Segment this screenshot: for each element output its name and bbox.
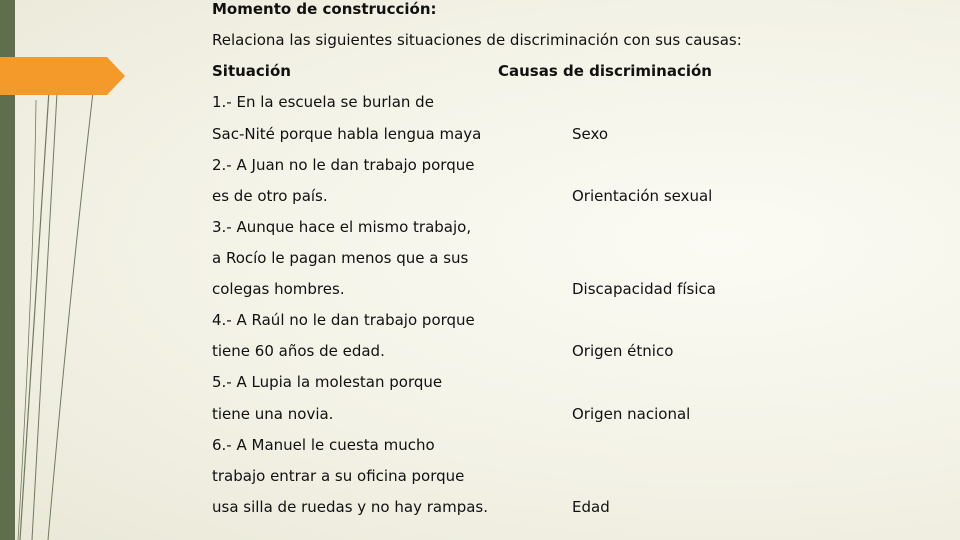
situation-line: Sac-Nité porque habla lengua maya <box>212 125 482 143</box>
page-title: Momento de construcción: <box>212 0 437 18</box>
cause-item: Discapacidad física <box>572 280 716 298</box>
situation-line: 2.- A Juan no le dan trabajo porque <box>212 156 475 174</box>
situation-line: usa silla de ruedas y no hay rampas. <box>212 498 488 516</box>
situation-line: 1.- En la escuela se burlan de <box>212 93 434 111</box>
cause-item: Sexo <box>572 125 609 143</box>
situation-line: trabajo entrar a su oficina porque <box>212 467 465 485</box>
causes-column-header: Causas de discriminación <box>498 62 712 80</box>
situation-line: tiene una novia. <box>212 405 334 423</box>
cause-item: Origen nacional <box>572 405 691 423</box>
situation-line: 3.- Aunque hace el mismo trabajo, <box>212 218 472 236</box>
cause-item: Edad <box>572 498 610 516</box>
situation-line: a Rocío le pagan menos que a sus <box>212 249 469 267</box>
instruction-text: Relaciona las siguientes situaciones de discriminación con sus causas: <box>212 31 742 49</box>
situation-line: es de otro país. <box>212 187 328 205</box>
situation-line: 4.- A Raúl no le dan trabajo porque <box>212 311 475 329</box>
accent-arrow-shape <box>0 57 125 95</box>
cause-item: Origen étnico <box>572 342 674 360</box>
situation-line: colegas hombres. <box>212 280 345 298</box>
situation-line: 5.- A Lupia la molestan porque <box>212 373 443 391</box>
situation-column-header: Situación <box>212 62 291 80</box>
cause-item: Orientación sexual <box>572 187 713 205</box>
situation-line: 6.- A Manuel le cuesta mucho <box>212 436 435 454</box>
situation-line: tiene 60 años de edad. <box>212 342 385 360</box>
